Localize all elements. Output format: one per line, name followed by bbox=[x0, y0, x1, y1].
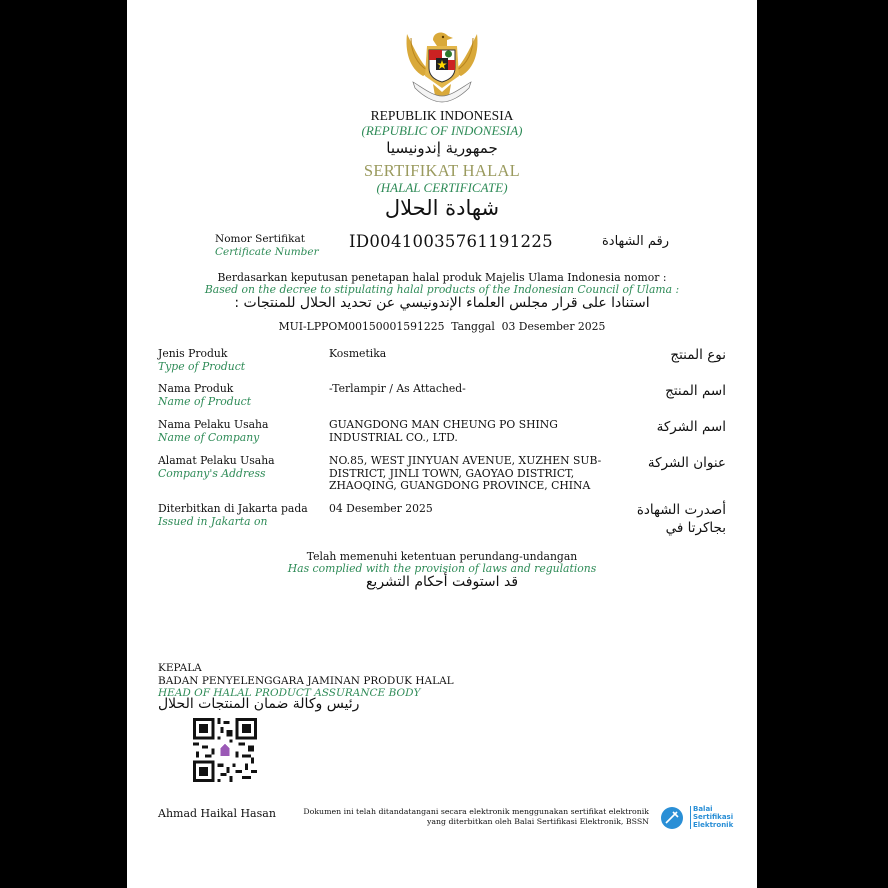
electronic-signature-note bbox=[303, 807, 649, 826]
decree-text-id: Berdasarkan keputusan penetapan halal produk Majelis Ulama Indonesia nomor : bbox=[217, 271, 667, 284]
detail-label-id: Nama Produk bbox=[158, 382, 234, 395]
detail-value: Kosmetika bbox=[329, 347, 387, 360]
detail-label bbox=[158, 348, 245, 373]
detail-label-id: Diterbitkan di Jakarta pada bbox=[158, 502, 308, 515]
detail-label-id: Nama Pelaku Usaha bbox=[158, 418, 269, 431]
decree-text-ar: استنادا على قرار مجلس العلماء الإندونيسي عن تحديد الحلال للمنتجات : bbox=[234, 295, 650, 311]
detail-label-id: Alamat Pelaku Usaha bbox=[158, 454, 275, 467]
detail-label-ar: اسم الشركة bbox=[656, 419, 726, 435]
garuda-emblem-icon bbox=[403, 26, 481, 106]
detail-value: GUANGDONG MAN CHEUNG PO SHING INDUSTRIAL CO., LTD. bbox=[329, 418, 558, 444]
country-name-ar: جمهورية إندونيسيا bbox=[386, 139, 498, 157]
detail-value: NO.85, WEST JINYUAN AVENUE, XUZHEN SUB-DISTRICT, JINLI TOWN, GAOYAO DISTRICT, ZHAOQING, GUANGDONG PROVINCE, CHINA bbox=[329, 454, 602, 492]
certificate-title-ar: شهادة الحلال bbox=[384, 196, 500, 220]
bsre-logo-text bbox=[690, 806, 733, 829]
detail-label-ar: عنوان الشركة bbox=[647, 455, 726, 471]
signatory-title-ar: رئيس وكالة ضمان المنتجات الحلال bbox=[158, 696, 360, 712]
detail-label-ar: أصدرت الشهادة بجاكرتا في bbox=[636, 502, 726, 536]
decree-number: MUI-LPPOM00150001591225 Tanggal 03 Desember 2025 bbox=[278, 320, 606, 333]
detail-value: 04 Desember 2025 bbox=[329, 502, 433, 515]
signatory-title-en: HEAD OF HALAL PRODUCT ASSURANCE BODY bbox=[158, 687, 421, 699]
compliance-text-ar: قد استوفت أحكام التشريع bbox=[365, 574, 519, 590]
certificate-title-en: (HALAL CERTIFICATE) bbox=[376, 180, 508, 195]
bsre-logo bbox=[660, 805, 734, 830]
detail-label-en: Type of Product bbox=[158, 359, 246, 373]
detail-label bbox=[158, 503, 308, 528]
detail-label-en: Issued in Jakarta on bbox=[158, 514, 268, 528]
signatory-title-line1: KEPALA bbox=[158, 662, 202, 674]
detail-value: -Terlampir / As Attached- bbox=[329, 382, 466, 395]
certificate-number-label bbox=[215, 233, 319, 259]
bsre-logo-line3: Elektronik bbox=[693, 820, 734, 829]
country-name-id: REPUBLIK INDONESIA bbox=[370, 108, 514, 123]
bsre-logo-line2: Sertifikasi bbox=[693, 812, 734, 821]
detail-label-ar: اسم المنتج bbox=[665, 383, 726, 399]
note-line1: Dokumen ini telah ditandatangani secara elektronik menggunakan sertifikat elektronik bbox=[303, 807, 649, 816]
certificate-title-id: SERTIFIKAT HALAL bbox=[363, 161, 521, 180]
certificate-number-label-ar: رقم الشهادة bbox=[602, 234, 669, 249]
detail-label-en: Name of Product bbox=[158, 394, 252, 408]
certificate-number: ID00410035761191225 bbox=[349, 232, 553, 251]
compliance-text-en: Has complied with the provision of laws and regulations bbox=[287, 562, 597, 575]
signatory-title-line2: BADAN PENYELENGGARA JAMINAN PRODUK HALAL bbox=[158, 674, 454, 687]
detail-label-en: Company's Address bbox=[158, 466, 266, 480]
qr-code-icon bbox=[193, 718, 257, 782]
detail-label-ar: نوع المنتج bbox=[670, 347, 726, 363]
detail-label bbox=[158, 383, 251, 408]
signer-name: Ahmad Haikal Hasan bbox=[158, 807, 276, 820]
detail-label-en: Name of Company bbox=[158, 430, 260, 444]
compliance-text-id: Telah memenuhi ketentuan perundang-undangan bbox=[306, 550, 578, 563]
certificate-number-label-id: Nomor Sertifikat bbox=[215, 233, 305, 245]
certificate-page bbox=[127, 0, 757, 888]
bsre-key-icon bbox=[660, 806, 686, 830]
bsre-logo-line1: Balai bbox=[693, 805, 713, 813]
detail-label-id: Jenis Produk bbox=[158, 347, 228, 360]
decree-text-en: Based on the decree to stipulating halal products of the Indonesian Council of Ulama : bbox=[204, 283, 680, 296]
note-line2: yang diterbitkan oleh Balai Sertifikasi Elektronik, BSSN bbox=[426, 816, 649, 826]
certificate-number-label-en: Certificate Number bbox=[215, 246, 319, 258]
detail-label bbox=[158, 419, 268, 444]
country-name-en: (REPUBLIC OF INDONESIA) bbox=[361, 123, 523, 138]
detail-label bbox=[158, 455, 275, 480]
signatory-title bbox=[158, 662, 454, 700]
